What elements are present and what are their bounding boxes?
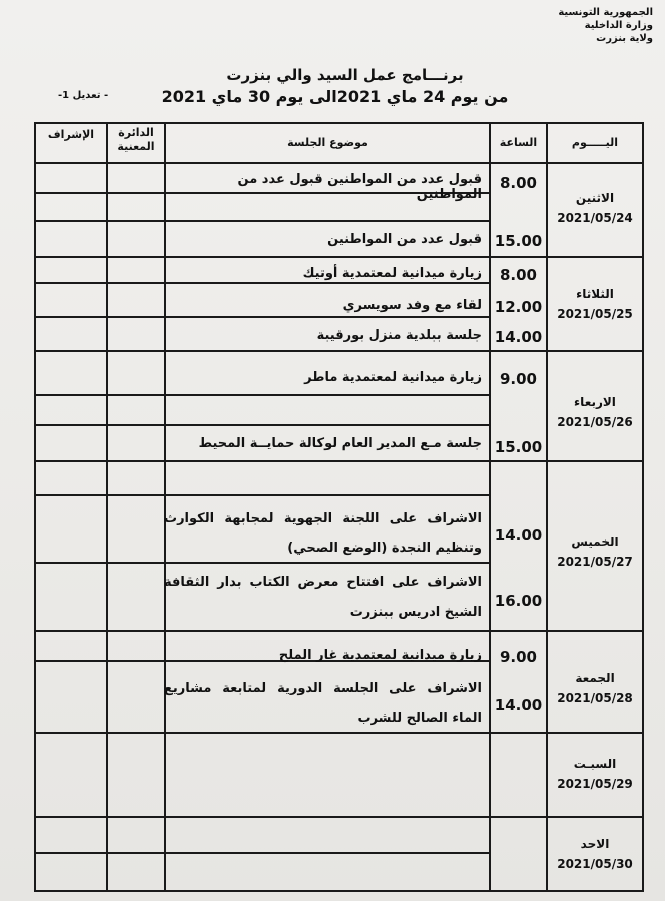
day-thursday (548, 532, 642, 572)
column-header-subject: موضوع الجلسة (287, 136, 368, 149)
day-date: 2021/05/30 (557, 857, 633, 871)
day-monday (548, 188, 642, 228)
subject-cell: جلسة مـع المدير العام لوكالة حمايــة المحيط (198, 436, 482, 451)
document-title: برنـــامج عمل السيد والي بنزرت (226, 66, 464, 84)
subject-cell: قبول عدد من المواطنين قبول عدد من المواطنين (237, 172, 482, 202)
day-date: 2021/05/28 (557, 691, 633, 705)
day-name: السبـت (573, 757, 617, 771)
subject-cell: الاشراف على الجلسة الدورية لمتابعة مشاريع الماء الصالح للشرب (164, 681, 482, 726)
subject-cell: زيارة ميدانية لمعتمدية غار الملح (278, 648, 482, 663)
day-name: الثلاثاء (576, 287, 614, 301)
column-header-day: اليـــــوم (571, 136, 619, 149)
subject-cell: زيارة ميدانية لمعتمدية ماطر (304, 370, 482, 385)
column-header-department-line1: الدائرة (118, 126, 154, 139)
column-header-supervision: الإشراف (47, 128, 95, 141)
day-date: 2021/05/29 (557, 777, 633, 791)
day-name: الخميس (571, 535, 619, 549)
country-name: الجمهورية التونسية (558, 7, 653, 18)
schedule-table (34, 122, 644, 892)
hour-cell: 8.00 (499, 174, 537, 192)
hour-cell: 12.00 (494, 298, 543, 316)
subject-cell: زيارة ميدانية لمعتمدية أوتيك (302, 266, 482, 281)
day-sunday (548, 834, 642, 874)
hour-cell: 16.00 (494, 592, 543, 610)
day-name: الجمعة (575, 671, 615, 685)
day-date: 2021/05/27 (557, 555, 633, 569)
issuer-header (533, 6, 653, 45)
subject-cell: جلسة ببلدية منزل بورقيبة (316, 328, 482, 343)
hour-cell: 14.00 (494, 696, 543, 714)
hour-cell: 8.00 (499, 266, 537, 284)
hour-cell: 9.00 (499, 648, 537, 666)
day-date: 2021/05/26 (557, 415, 633, 429)
ministry-name: وزارة الداخلية (584, 20, 653, 31)
day-friday (548, 668, 642, 708)
day-name: الاثنين (575, 191, 615, 205)
column-header-department (108, 126, 164, 154)
column-header-hour: الساعة (499, 136, 538, 149)
subject-cell: قبول عدد من المواطنين (327, 232, 482, 247)
hour-cell: 9.00 (499, 370, 537, 388)
revision-note: - تعديل 1- (58, 90, 109, 101)
day-name: الاربعاء (574, 395, 616, 409)
subject-cell: لقاء مع وفد سويسري (342, 298, 482, 313)
hour-cell: 14.00 (494, 526, 543, 544)
day-wednesday (548, 392, 642, 432)
subject-cell: الاشراف على افتتاح معرض الكتاب بدار الثقافة الشيخ ادريس ببنزرت (164, 575, 482, 620)
subject-cell: الاشراف على اللجنة الجهوية لمجابهة الكوارث وتنظيم النجدة (الوضع الصحي) (164, 511, 482, 556)
hour-cell: 14.00 (494, 328, 543, 346)
day-tuesday (548, 284, 642, 324)
column-header-department-line2: المعنية (117, 140, 155, 153)
governorate-name: ولاية بنزرت (596, 33, 653, 44)
document-period: من يوم 24 ماي 2021الى يوم 30 ماي 2021 (161, 87, 509, 106)
day-date: 2021/05/25 (557, 307, 633, 321)
hour-cell: 15.00 (494, 232, 543, 250)
day-date: 2021/05/24 (557, 211, 633, 225)
day-name: الاحد (580, 837, 610, 851)
day-saturday (548, 754, 642, 794)
hour-cell: 15.00 (494, 438, 543, 456)
